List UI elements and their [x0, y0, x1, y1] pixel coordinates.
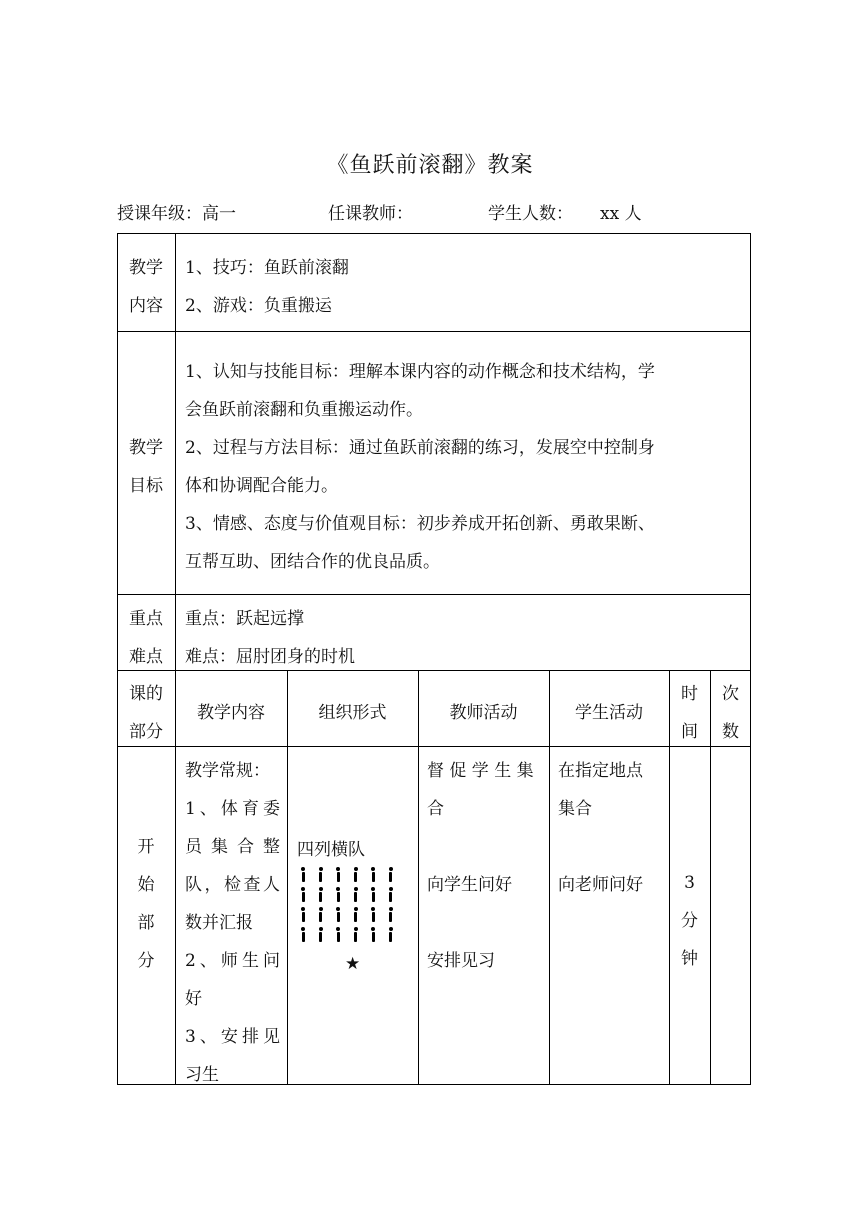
header-content: 教学内容: [197, 703, 265, 723]
student-figure-icon: [319, 887, 323, 902]
student-figure-icon: [371, 867, 375, 882]
keypoints-lines: [185, 600, 745, 676]
goal-line: 会鱼跃前滚翻和负重搬运动作。: [185, 400, 423, 420]
start-content-line: 教学常规：: [185, 761, 270, 781]
keypoints-label: 重点 难点: [129, 609, 163, 667]
keypoint-line: 重点：跃起远撑: [185, 609, 304, 629]
formation-diagram: [301, 867, 401, 947]
student-figure-icon: [336, 887, 340, 902]
students-info: 学生人数：: [488, 204, 573, 224]
content-lines: [185, 249, 745, 325]
header-part: 课的 部分: [129, 684, 163, 742]
start-content-line: 1、体育委: [185, 799, 280, 819]
content-label: 教学 内容: [129, 258, 163, 316]
student-figure-icon: [301, 927, 305, 942]
start-content-line: 习生: [185, 1065, 219, 1085]
student-figure-icon: [354, 887, 358, 902]
header-student: 学生活动: [575, 703, 643, 723]
lesson-plan-table: [117, 233, 751, 1085]
header-teacher: 教师活动: [449, 703, 518, 723]
students-count: xx 人: [600, 204, 642, 224]
keypoint-line: 难点：屈肘团身的时机: [185, 647, 355, 667]
student-activity-line: 在指定地点: [558, 761, 643, 781]
student-figure-icon: [319, 867, 323, 882]
student-figure-icon: [336, 867, 340, 882]
student-figure-icon: [354, 867, 358, 882]
goal-line: 体和协调配合能力。: [185, 476, 338, 496]
student-figure-icon: [336, 907, 340, 922]
goals-label: 教学 目标: [129, 438, 163, 496]
column-divider: [418, 670, 419, 1085]
student-activity: [558, 752, 668, 904]
start-content-line: 3、安排见: [185, 1027, 280, 1047]
page-title: 《鱼跃前滚翻》教案: [326, 153, 534, 178]
student-figure-icon: [301, 867, 305, 882]
row-divider: [117, 331, 751, 332]
student-figure-icon: [336, 927, 340, 942]
student-figure-icon: [319, 927, 323, 942]
student-figure-icon: [371, 887, 375, 902]
start-content-line: 好: [185, 989, 202, 1009]
student-figure-icon: [354, 927, 358, 942]
student-figure-icon: [371, 907, 375, 922]
header-count: 次 数: [722, 684, 739, 742]
student-figure-icon: [389, 887, 393, 902]
start-content-line: 2、师生问: [185, 951, 280, 971]
row-divider: [117, 746, 751, 747]
student-figure-icon: [301, 907, 305, 922]
teacher-activity-line: 合: [427, 799, 444, 819]
start-content-line: 队，检查人: [185, 875, 280, 895]
student-figure-icon: [389, 867, 393, 882]
start-content-line: 员 集 合 整: [185, 837, 280, 857]
start-content: [185, 752, 280, 1094]
goal-line: 互帮互助、团结合作的优良品质。: [185, 552, 440, 572]
header-time: 时 间: [681, 684, 698, 742]
student-figure-icon: [301, 887, 305, 902]
goals-lines: [185, 353, 747, 581]
start-part-label: 开 始 部 分: [137, 837, 155, 971]
column-divider: [287, 670, 288, 1085]
start-content-line: 数并汇报: [185, 913, 253, 933]
goal-line: 2、过程与方法目标：通过鱼跃前滚翻的练习，发展空中控制身: [185, 438, 655, 458]
content-line: 2、游戏：负重搬运: [185, 296, 332, 316]
formation-label: 四列横队: [297, 840, 365, 860]
student-figure-icon: [319, 907, 323, 922]
teacher-activity-line: 向学生问好: [427, 875, 512, 895]
teacher-activity-line: 安排见习: [427, 951, 495, 971]
student-activity-line: 向老师问好: [558, 875, 643, 895]
student-figure-icon: [371, 927, 375, 942]
column-divider: [175, 233, 176, 1085]
header-organization: 组织形式: [318, 703, 387, 723]
row-divider: [117, 594, 751, 595]
teacher-position-star: ★: [345, 954, 361, 974]
teacher-info: 任课教师：: [328, 204, 413, 224]
grade-info: 授课年级：高一: [117, 204, 236, 224]
student-figure-icon: [354, 907, 358, 922]
student-figure-icon: [389, 927, 393, 942]
goal-line: 1、认知与技能目标：理解本课内容的动作概念和技术结构，学: [185, 362, 655, 382]
student-activity-line: 集合: [558, 799, 592, 819]
student-figure-icon: [389, 907, 393, 922]
teacher-activity: [427, 752, 545, 980]
column-divider: [549, 670, 550, 1085]
goal-line: 3、情感、态度与价值观目标：初步养成开拓创新、勇敢果断、: [185, 514, 655, 534]
start-time: 3 分 钟: [681, 873, 698, 969]
teacher-activity-line: 督 促 学 生 集: [427, 761, 534, 781]
content-line: 1、技巧：鱼跃前滚翻: [185, 258, 349, 278]
